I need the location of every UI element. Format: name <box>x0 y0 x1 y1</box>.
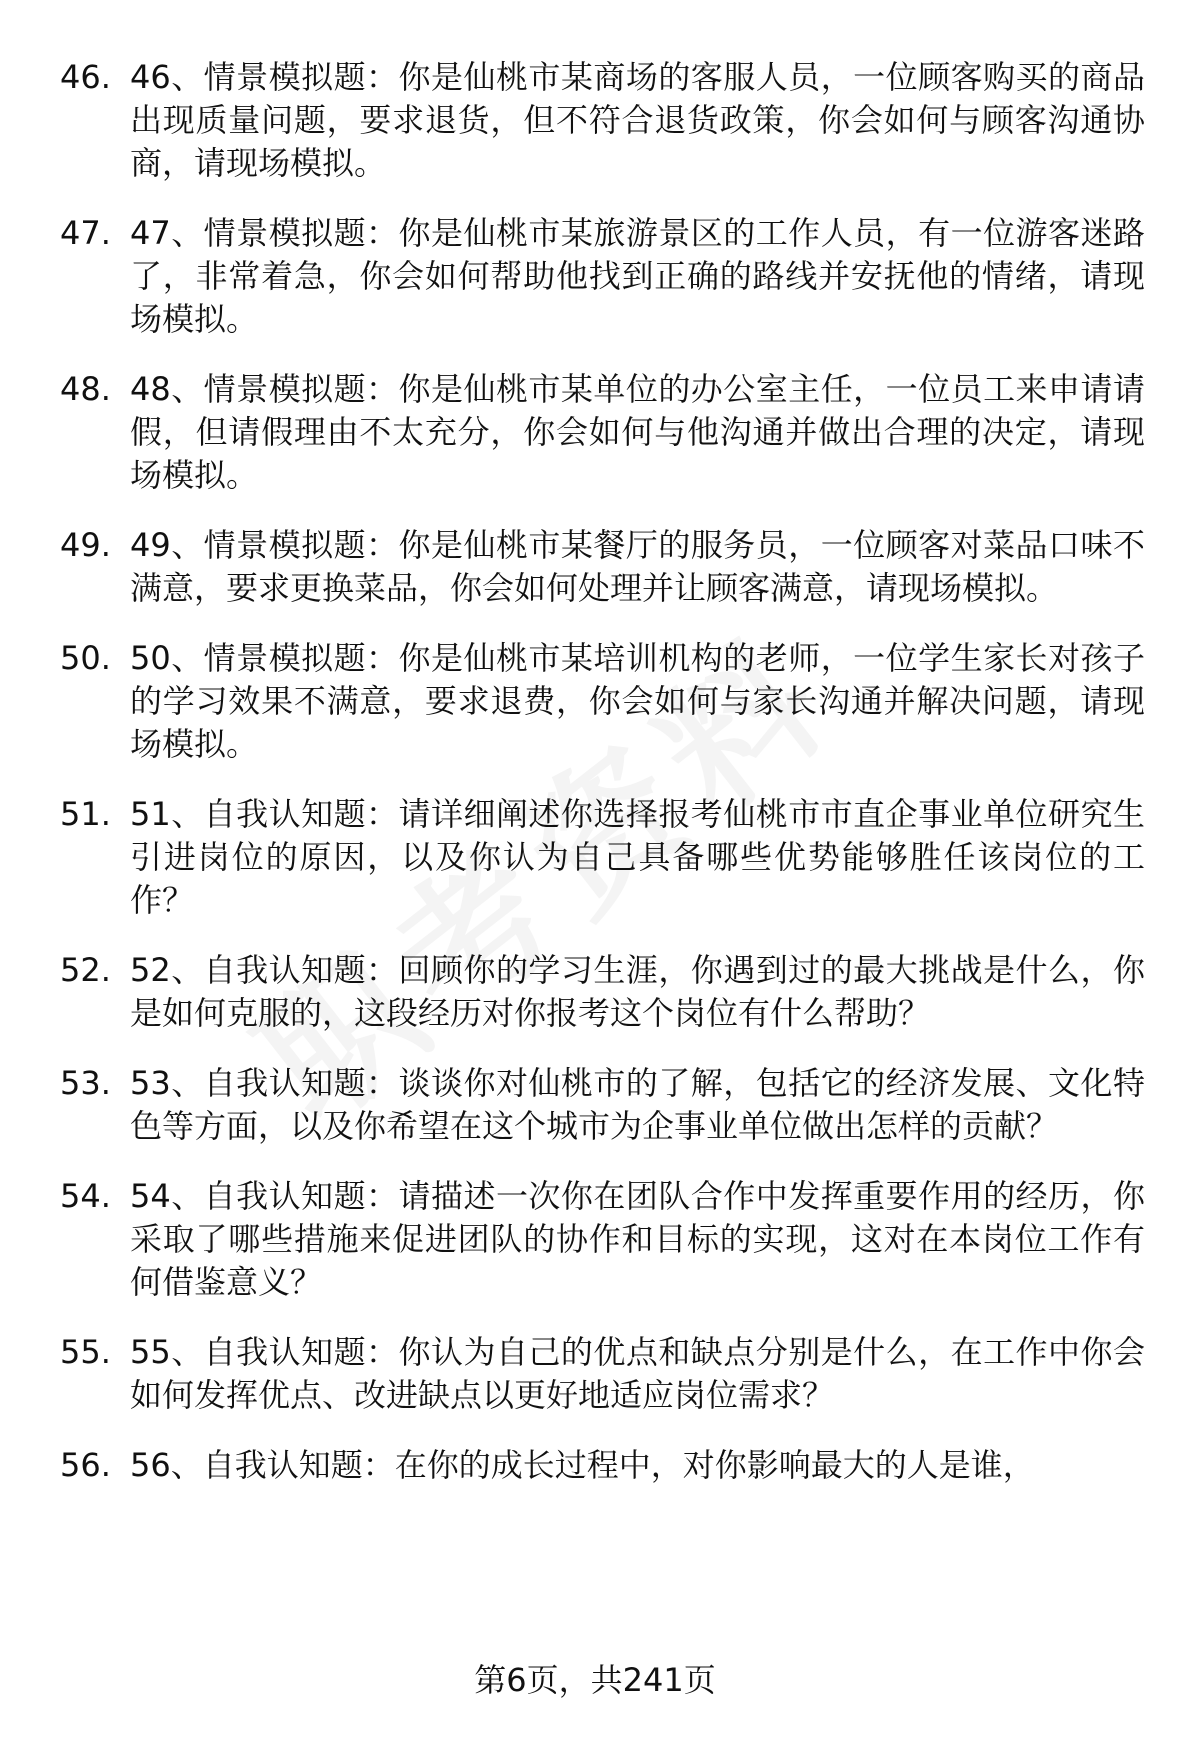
question-text: 49、情景模拟题：你是仙桃市某餐厅的服务员，一位顾客对菜品口味不满意，要求更换菜品，你会如何处理并让顾客满意，请现场模拟。 <box>130 526 1145 607</box>
page-footer: 第6页，共241页 <box>474 1661 716 1699</box>
question-text: 56、自我认知题：在你的成长过程中，对你影响最大的人是谁， <box>130 1446 1035 1484</box>
question-number: 54. <box>60 1177 111 1215</box>
question-item <box>60 368 1145 497</box>
question-list <box>60 56 1145 1514</box>
question-number: 51. <box>60 795 111 833</box>
question-number: 49. <box>60 526 111 564</box>
question-number: 52. <box>60 951 111 989</box>
question-number: 50. <box>60 639 111 677</box>
question-text: 53、自我认知题：谈谈你对仙桃市的了解，包括它的经济发展、文化特色等方面，以及你希望在这个城市为企事业单位做出怎样的贡献？ <box>130 1064 1145 1145</box>
question-text: 54、自我认知题：请描述一次你在团队合作中发挥重要作用的经历，你采取了哪些措施来促进团队的协作和目标的实现，这对在本岗位工作有何借鉴意义？ <box>130 1177 1145 1301</box>
question-item <box>60 1062 1145 1148</box>
question-text: 48、情景模拟题：你是仙桃市某单位的办公室主任，一位员工来申请请假，但请假理由不太充分，你会如何与他沟通并做出合理的决定，请现场模拟。 <box>130 370 1145 494</box>
question-item <box>60 1175 1145 1304</box>
question-number: 56. <box>60 1446 111 1484</box>
question-number: 47. <box>60 214 111 252</box>
question-item <box>60 793 1145 922</box>
question-text: 50、情景模拟题：你是仙桃市某培训机构的老师，一位学生家长对孩子的学习效果不满意，要求退费，你会如何与家长沟通并解决问题，请现场模拟。 <box>130 639 1145 763</box>
question-text: 51、自我认知题：请详细阐述你选择报考仙桃市市直企事业单位研究生引进岗位的原因，以及你认为自己具备哪些优势能够胜任该岗位的工作？ <box>130 795 1145 919</box>
question-number: 55. <box>60 1333 111 1371</box>
question-text: 52、自我认知题：回顾你的学习生涯，你遇到过的最大挑战是什么，你是如何克服的，这段经历对你报考这个岗位有什么帮助？ <box>130 951 1145 1032</box>
question-item <box>60 1444 1145 1487</box>
question-text: 46、情景模拟题：你是仙桃市某商场的客服人员，一位顾客购买的商品出现质量问题，要求退货，但不符合退货政策，你会如何与顾客沟通协商，请现场模拟。 <box>130 58 1145 182</box>
question-number: 46. <box>60 58 111 96</box>
question-item <box>60 212 1145 341</box>
question-item <box>60 56 1145 185</box>
question-item <box>60 1331 1145 1417</box>
question-item <box>60 949 1145 1035</box>
question-text: 47、情景模拟题：你是仙桃市某旅游景区的工作人员，有一位游客迷路了，非常着急，你会如何帮助他找到正确的路线并安抚他的情绪，请现场模拟。 <box>130 214 1145 338</box>
question-number: 53. <box>60 1064 111 1102</box>
question-item <box>60 637 1145 766</box>
question-number: 48. <box>60 370 111 408</box>
question-item <box>60 524 1145 610</box>
question-text: 55、自我认知题：你认为自己的优点和缺点分别是什么，在工作中你会如何发挥优点、改进缺点以更好地适应岗位需求？ <box>130 1333 1145 1414</box>
